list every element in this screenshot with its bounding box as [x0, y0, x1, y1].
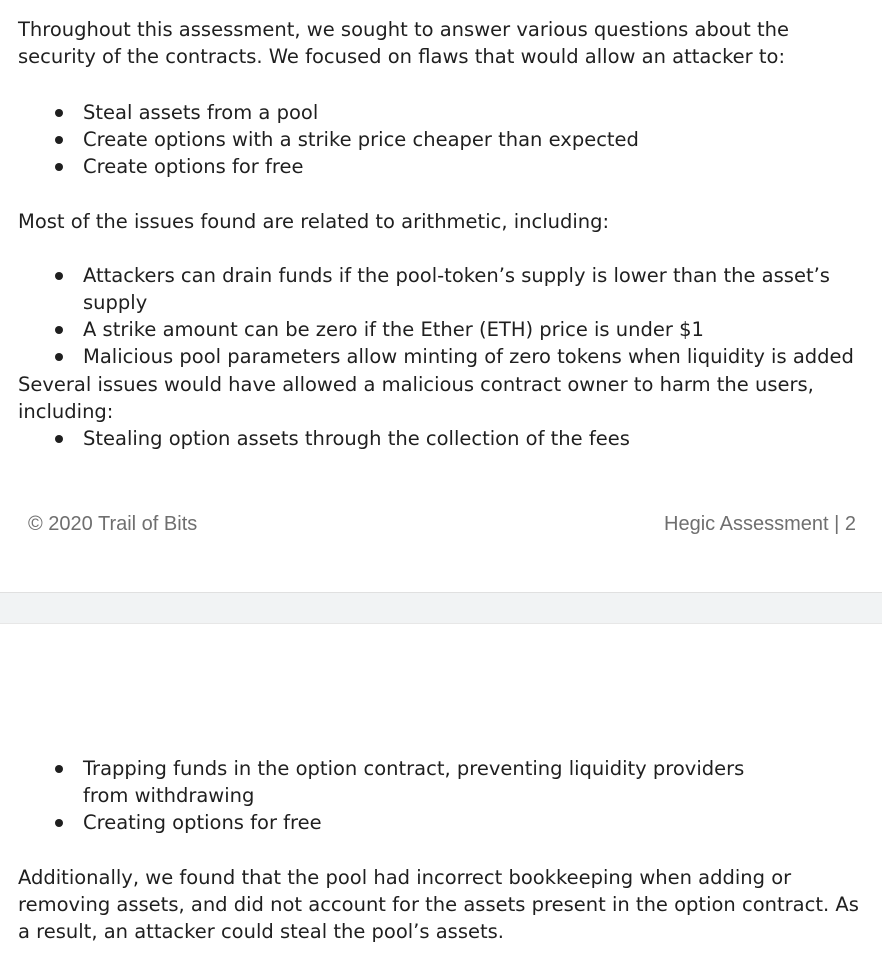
page-separator	[0, 592, 882, 624]
bullet-icon	[55, 435, 63, 443]
arithmetic-issues-list	[0, 262, 860, 370]
owner-intro-paragraph: Several issues would have allowed a malicious contract owner to harm the users, including:	[18, 373, 814, 423]
bullet-icon	[55, 353, 63, 361]
list-item: Creating options for free	[0, 809, 860, 836]
bullet-icon	[55, 765, 63, 773]
list-item: Steal assets from a pool	[0, 99, 860, 126]
bullet-icon	[55, 819, 63, 827]
bullet-icon	[55, 326, 63, 334]
bullet-icon	[55, 109, 63, 117]
bullet-icon	[55, 163, 63, 171]
footer-copyright: © 2020 Trail of Bits	[28, 513, 198, 535]
list-item: A strike amount can be zero if the Ether (ETH) price is under $1	[0, 316, 860, 343]
list-item: Create options with a strike price cheaper than expected	[0, 126, 860, 153]
bullet-icon	[55, 136, 63, 144]
arithmetic-intro-paragraph: Most of the issues found are related to arithmetic, including:	[18, 210, 610, 233]
footer-page-label: Hegic Assessment | 2	[664, 513, 856, 535]
bullet-icon	[55, 272, 63, 280]
list-item: Malicious pool parameters allow minting of zero tokens when liquidity is added	[0, 343, 860, 370]
intro-paragraph: Throughout this assessment, we sought to answer various questions about the security of the contracts. We focused on flaws that would allow an attacker to:	[18, 18, 789, 68]
owner-issues-continued-list	[0, 755, 860, 836]
list-item: Stealing option assets through the collection of the fees	[0, 425, 860, 452]
document-page-3	[0, 624, 882, 960]
list-item: Trapping funds in the option contract, preventing liquidity providers from withdrawing	[0, 755, 783, 809]
owner-issues-list	[0, 425, 860, 452]
list-item: Attackers can drain funds if the pool-token’s supply is lower than the asset’s supply	[0, 262, 860, 316]
attacker-goals-list	[0, 99, 860, 180]
conclusion-paragraph: Additionally, we found that the pool had incorrect bookkeeping when adding or removing assets, and did not account for the assets present in the option contract. As a result, an attacker could steal the pool’s assets.	[18, 866, 859, 943]
list-item: Create options for free	[0, 153, 860, 180]
